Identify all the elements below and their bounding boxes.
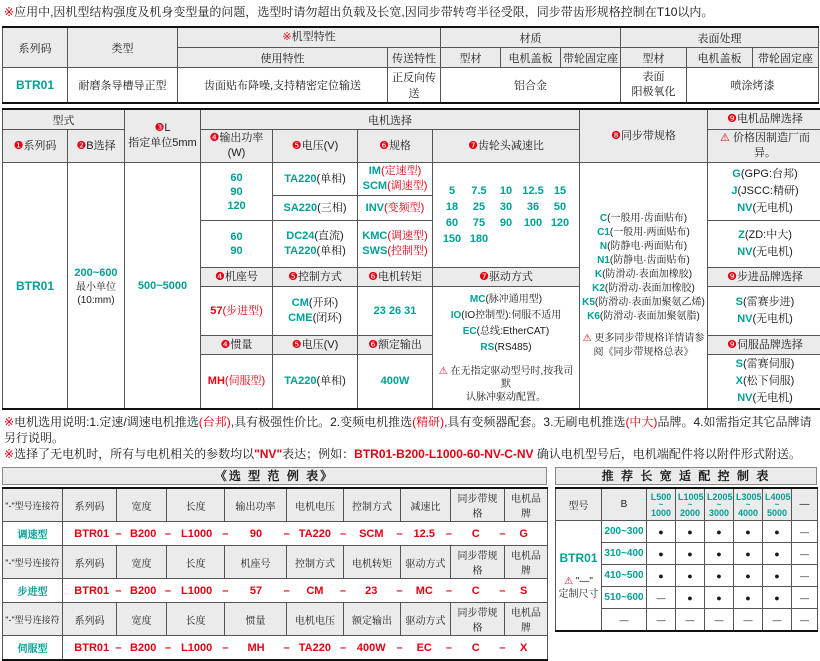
- adapt-cell: —: [647, 587, 676, 609]
- ex-h2-connector: "-"型号连接符: [3, 603, 63, 636]
- adapt-cell: —: [792, 609, 818, 632]
- header-length-l: ❸L 指定单位5mm: [125, 109, 201, 163]
- header-b-selection: ❷B选择: [68, 130, 125, 163]
- adapt-header-l4: L3005 ~ 4000: [734, 488, 763, 521]
- adapt-cell: ●: [705, 543, 734, 565]
- adaptation-section: [555, 467, 817, 632]
- adapt-cell: —: [792, 543, 818, 565]
- selection-example-table: [2, 487, 548, 661]
- cell-servo-output: 400W: [358, 355, 433, 410]
- ex-h0-7: 减速比: [401, 488, 451, 522]
- header-motor-cover-2: 电机盖板: [687, 48, 753, 68]
- header-use-feature: 使用特性: [178, 48, 388, 68]
- selection-example-title: 《选 型 范 例 表》: [2, 467, 547, 485]
- cell-step-torque: 23 26 31: [358, 287, 433, 336]
- ex-model-servo: BTR01 – B200 – L1000 – MH – TA220 – 400W – EC – C – X: [63, 636, 548, 661]
- cell-drive-options: MC(脉冲通用型) IO(IO控制型):伺服不适用 EC(总线:EtherCAT) RS(RS485) ⚠ 在无指定驱动型号时,按我司默 认脉冲驱动配置。: [433, 287, 580, 410]
- cell-series-btr01: BTR01: [3, 163, 68, 410]
- footnotes: [2, 410, 818, 462]
- header-pulley-seat-2: 带轮固定座: [753, 48, 819, 68]
- ex-h0-2: 宽度: [117, 488, 167, 522]
- cell-brand-group-step: S(雷赛步进) NV(无电机): [708, 287, 820, 336]
- cell-transfer-feature: 正反向传送: [388, 68, 441, 104]
- ex-h2-2: 宽度: [117, 603, 167, 636]
- adapt-model-cell: BTR01 ⚠ "—" 定制尺寸: [556, 521, 602, 632]
- subheader-frame-size: ❹机座号: [201, 268, 273, 287]
- cell-brand-group-brushless: Z(ZD:中大) NV(无电机): [708, 221, 820, 268]
- adapt-cell: ●: [705, 587, 734, 609]
- header-motor-cover: 电机盖板: [501, 48, 561, 68]
- adapt-cell: ●: [647, 565, 676, 587]
- ex-h1-5: 控制方式: [287, 546, 344, 579]
- cell-surface-paint: 喷涂烤漆: [687, 68, 819, 104]
- adapt-cell: ●: [676, 521, 705, 543]
- adapt-cell: ●: [676, 565, 705, 587]
- subheader-rated-output: ❻额定输出: [358, 336, 433, 355]
- adapt-header-l1: L500 ~ 1000: [647, 488, 676, 521]
- header-profile-2: 型材: [621, 48, 687, 68]
- ex-h0-connector: "-"型号连接符: [3, 488, 63, 522]
- cell-step-frame: 57(步进型): [201, 287, 273, 336]
- cell-ac-voltage-single: TA220(单相): [273, 163, 358, 196]
- cell-brand-group-ac: G(GPG:台邦) J(JSCC:精研) NV(无电机): [708, 163, 820, 221]
- ex-h2-5: 电机电压: [287, 603, 344, 636]
- ex-type-servo: 伺服型: [3, 636, 63, 661]
- adapt-b-4: —: [602, 609, 647, 632]
- header-motor-brand-selection: ❾电机品牌选择: [708, 109, 820, 130]
- ex-model-step: BTR01 – B200 – L1000 – 57 – CM – 23 – MC – C – S: [63, 579, 548, 603]
- adapt-cell: ●: [647, 543, 676, 565]
- adapt-b-2: 410~500: [602, 565, 647, 587]
- ex-h1-connector: "-"型号连接符: [3, 546, 63, 579]
- adapt-cell: ●: [734, 587, 763, 609]
- ex-h2-8: 同步带规格: [451, 603, 505, 636]
- cell-material: 铝合金: [441, 68, 621, 104]
- header-voltage: ❺电压(V): [273, 130, 358, 163]
- adapt-cell: ●: [734, 521, 763, 543]
- adapt-cell: ●: [734, 543, 763, 565]
- adapt-cell: ●: [734, 565, 763, 587]
- ex-h1-3: 长度: [167, 546, 225, 579]
- ex-h2-3: 长度: [167, 603, 225, 636]
- ex-h1-7: 驱动方式: [401, 546, 451, 579]
- subheader-servo-voltage: ❺电压(V): [273, 336, 358, 355]
- ex-type-speed: 调速型: [3, 522, 63, 546]
- header-type: 类型: [68, 27, 178, 68]
- header-output-power: ❹输出功率(W): [201, 130, 273, 163]
- adapt-cell: ●: [763, 521, 792, 543]
- ex-h2-1: 系列码: [63, 603, 117, 636]
- ex-h0-8: 同步带规格: [451, 488, 505, 522]
- ex-h2-4: 惯量: [225, 603, 287, 636]
- cell-ac-spec-inv: INV(变频型): [358, 196, 433, 221]
- ex-h2-6: 额定输出: [344, 603, 401, 636]
- header-motor-selection: 电机选择: [201, 109, 580, 130]
- cell-dc-spec: KMC(调速型) SWS(控制型): [358, 221, 433, 268]
- header-transfer-feature: 传送特性: [388, 48, 441, 68]
- adapt-cell: —: [792, 587, 818, 609]
- adapt-cell: ●: [676, 543, 705, 565]
- header-profile: 型材: [441, 48, 501, 68]
- ex-h1-6: 电机转矩: [344, 546, 401, 579]
- adapt-cell: —: [792, 521, 818, 543]
- note-motor-selection: ※电机选用说明:1.定速/调速电机推选(台邦),具有极强性价比。2.变频电机推选(精研),具有变频器配套。3.无刷电机推选(中大)品牌。4.如需指定其它品牌请另行说明。: [4, 414, 816, 446]
- adaptation-table: [555, 487, 818, 632]
- cell-ac-spec-im-scm: IM(定速型) SCM(调速型): [358, 163, 433, 196]
- cell-ac-power: 60 90 120: [201, 163, 273, 221]
- header-gear-ratio: ❼齿轮头减速比: [433, 130, 580, 163]
- ex-h0-6: 控制方式: [344, 488, 401, 522]
- header-machine-feature: ※机型特性: [178, 27, 441, 48]
- adapt-cell: ●: [763, 587, 792, 609]
- adapt-cell: —: [676, 609, 705, 632]
- adaptation-title: 推 荐 长 宽 适 配 控 制 表: [555, 467, 817, 485]
- cell-step-control: CM(开环) CME(闭环): [273, 287, 358, 336]
- subheader-drive-mode: ❼驱动方式: [433, 268, 580, 287]
- note-price-varies: ⚠ 价格因制造厂而异。: [708, 130, 820, 163]
- ex-h1-9: 电机品牌: [505, 546, 548, 579]
- ex-h1-4: 机座号: [225, 546, 287, 579]
- ex-h0-9: 电机品牌: [505, 488, 548, 522]
- motor-selection-table: [2, 108, 820, 410]
- top-usage-note: ※应用中,因机型结构强度及机身变型量的问题，选型时请勿超出负载及长宽,因同步带转弯半径受限，同步带齿形规格控制在T10以内。: [2, 0, 818, 24]
- adapt-cell: —: [705, 609, 734, 632]
- cell-servo-voltage: TA220(单相): [273, 355, 358, 410]
- adapt-cell: ●: [705, 521, 734, 543]
- cell-l-range: 500~5000: [125, 163, 201, 410]
- subheader-motor-torque: ❻电机转矩: [358, 268, 433, 287]
- header-surface-treatment: 表面处理: [621, 27, 819, 48]
- selection-example-section: [2, 467, 547, 661]
- adapt-header-l5: L4005 ~ 5000: [763, 488, 792, 521]
- header-material: 材质: [441, 27, 621, 48]
- header-model-form: 型式: [3, 109, 125, 130]
- subheader-control-mode: ❺控制方式: [273, 268, 358, 287]
- cell-dc-power: 60 90: [201, 221, 273, 268]
- cell-surface-anodize: 表面 阳极氧化: [621, 68, 687, 104]
- adapt-cell: —: [792, 565, 818, 587]
- header-series-code: 系列码: [3, 27, 68, 68]
- adapt-header-l2: L1005 ~ 2000: [676, 488, 705, 521]
- cell-type: 耐磨条导槽导正型: [68, 68, 178, 104]
- subheader-inertia: ❹惯量: [201, 336, 273, 355]
- ex-model-speed: BTR01 – B200 – L1000 – 90 – TA220 – SCM – 12.5 – C – G: [63, 522, 548, 546]
- adapt-b-3: 510~600: [602, 587, 647, 609]
- ex-h1-1: 系列码: [63, 546, 117, 579]
- adapt-cell: ●: [763, 565, 792, 587]
- adapt-cell: —: [763, 609, 792, 632]
- adapt-cell: ●: [647, 521, 676, 543]
- adapt-cell: —: [647, 609, 676, 632]
- cell-gear-ratios: [433, 163, 580, 268]
- ex-h0-5: 电机电压: [287, 488, 344, 522]
- cell-servo-inertia: MH(伺服型): [201, 355, 273, 410]
- adapt-header-dash: —: [792, 488, 818, 521]
- header-timing-belt-spec: ❽同步带规格: [580, 109, 708, 163]
- header-pulley-seat: 带轮固定座: [561, 48, 621, 68]
- ex-h0-4: 输出功率: [225, 488, 287, 522]
- adapt-header-b: B: [602, 488, 647, 521]
- adapt-header-l3: L2005 ~ 3000: [705, 488, 734, 521]
- gear-ratio-grid: 5 7.5 10 12.5 15 18 25 30 36 50 60 75 90 100 120 150 180: [435, 185, 577, 245]
- adapt-cell: ●: [763, 543, 792, 565]
- header-spec: ❻规格: [358, 130, 433, 163]
- cell-series-code: BTR01: [3, 68, 68, 104]
- cell-belt-specs: C(一般用·齿面贴布) C1(一般用·两面贴布) N(防静电·两面贴布) N1(防静电·齿面贴布) K(防滑动·表面加橡胶) K2(防滑动·表面加橡胶) K5(防滑动·表面加聚氨乙烯) K6(防滑动·表面加聚氨脂) ⚠ 更多同步带规格详情请参 阅《同步带规格总表》: [580, 163, 708, 410]
- cell-brand-group-servo: S(雷赛伺服) X(松下伺服) NV(无电机): [708, 355, 820, 410]
- ex-h1-8: 同步带规格: [451, 546, 505, 579]
- subheader-servo-brand: ❾伺服品牌选择: [708, 336, 820, 355]
- note-nv-expression: ※选择了无电机时，所有与电机相关的参数均以"NV"表达；例如：BTR01-B200-L1000-60-NV-C-NV 确认电机型号后，电机端配件将以附件形式附送。: [4, 446, 816, 462]
- adapt-cell: ●: [705, 565, 734, 587]
- ex-h0-3: 长度: [167, 488, 225, 522]
- ex-type-step: 步进型: [3, 579, 63, 603]
- ex-h0-1: 系列码: [63, 488, 117, 522]
- ex-h2-9: 电机品牌: [505, 603, 548, 636]
- cell-ac-voltage-three: SA220(三相): [273, 196, 358, 221]
- adapt-cell: ●: [676, 587, 705, 609]
- spec-summary-table: [2, 26, 819, 104]
- adapt-b-1: 310~400: [602, 543, 647, 565]
- ex-h1-2: 宽度: [117, 546, 167, 579]
- cell-use-feature: 齿面贴布降噪,支持精密定位输送: [178, 68, 388, 104]
- ex-h2-7: 驱动方式: [401, 603, 451, 636]
- cell-dc-voltage: DC24(直流) TA220(单相): [273, 221, 358, 268]
- adapt-b-0: 200~300: [602, 521, 647, 543]
- subheader-step-brand: ❾步进品牌选择: [708, 268, 820, 287]
- adapt-header-model: 型号: [556, 488, 602, 521]
- header-series: ❶系列码: [3, 130, 68, 163]
- cell-b-range: 200~600 最小单位 (10:mm): [68, 163, 125, 410]
- adapt-cell: —: [734, 609, 763, 632]
